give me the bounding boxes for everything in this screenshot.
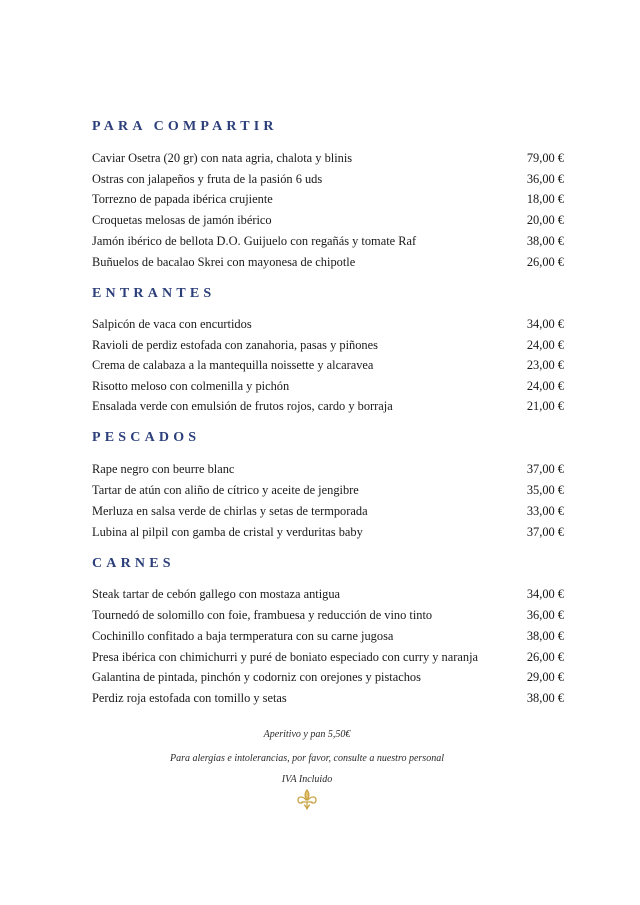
menu-item [92,317,564,332]
menu-item-price: 29,00 € [526,670,564,684]
menu-item [92,358,564,373]
menu-item-price: 34,00 € [526,587,564,601]
menu-item [92,234,564,249]
menu-item [92,338,564,353]
menu-item [92,525,564,540]
menu-item-price: 38,00 € [526,234,564,248]
menu-item [92,192,564,207]
menu-item-name: Crema de calabaza a la mantequilla noissette y alcaravea [92,358,374,372]
menu-item-price: 26,00 € [526,650,564,664]
menu-item-name: Presa ibérica con chimichurri y puré de boniato especiado con curry y naranja [92,650,479,664]
menu-item [92,670,564,685]
menu-item [92,213,564,228]
menu-item-price: 23,00 € [526,358,564,372]
menu-item-price: 24,00 € [526,379,564,393]
vat-note: IVA Incluido [281,774,333,785]
menu-item-name: Cochinillo confitado a baja termperatura con su carne jugosa [92,629,394,643]
menu-item-price: 18,00 € [526,192,564,206]
menu-item-name: Perdiz roja estofada con tomillo y setas [92,691,287,705]
menu-item [92,587,564,602]
menu-item-name: Jamón ibérico de bellota D.O. Guijuelo con regañás y tomate Raf [92,234,417,248]
menu-item-price: 38,00 € [526,691,564,705]
section-title-entrantes: ENTRANTES [92,286,216,301]
menu-item-price: 26,00 € [526,255,564,269]
section-title-para-compartir: PARA COMPARTIR [92,119,278,134]
menu-item-name: Torrezno de papada ibérica crujiente [92,192,273,206]
menu-item-name: Ensalada verde con emulsión de frutos rojos, cardo y borraja [92,399,393,413]
menu-item-price: 21,00 € [526,399,564,413]
menu-item-price: 37,00 € [526,525,564,539]
menu-item-name: Salpicón de vaca con encurtidos [92,317,252,331]
fleur-de-lis-icon [295,788,319,812]
menu-item [92,608,564,623]
menu-item-name: Risotto meloso con colmenilla y pichón [92,379,290,393]
menu-item-price: 24,00 € [526,338,564,352]
menu-item [92,399,564,414]
allergy-note: Para alergias e intolerancias, por favor, consulte a nuestro personal [170,753,444,764]
menu-item-name: Tartar de atún con aliño de cítrico y aceite de jengibre [92,483,359,497]
menu-item-price: 33,00 € [526,504,564,518]
menu-item-price: 34,00 € [526,317,564,331]
menu-item-price: 36,00 € [526,172,564,186]
menu-item-name: Lubina al pilpil con gamba de cristal y verduritas baby [92,525,363,539]
menu-item-name: Steak tartar de cebón gallego con mostaza antigua [92,587,341,601]
menu-item-name: Ravioli de perdiz estofada con zanahoria, pasas y piñones [92,338,378,352]
section-title-carnes: CARNES [92,556,175,571]
menu-item [92,504,564,519]
menu-item-name: Tournedó de solomillo con foie, frambuesa y reducción de vino tinto [92,608,433,622]
menu-item-price: 20,00 € [526,213,564,227]
menu-item-price: 79,00 € [526,151,564,165]
menu-item [92,483,564,498]
menu-item-price: 36,00 € [526,608,564,622]
menu-item-name: Galantina de pintada, pinchón y codorniz con orejones y pistachos [92,670,421,684]
menu-item [92,255,564,270]
menu-item [92,650,564,665]
menu-item-name: Caviar Osetra (20 gr) con nata agria, chalota y blinis [92,151,353,165]
aperitivo-note: Aperitivo y pan 5,50€ [263,729,351,740]
menu-item-price: 35,00 € [526,483,564,497]
menu-item-name: Ostras con jalapeños y fruta de la pasión 6 uds [92,172,323,186]
menu-item [92,379,564,394]
menu-item [92,462,564,477]
menu-item-name: Rape negro con beurre blanc [92,462,235,476]
menu-item-name: Merluza en salsa verde de chirlas y setas de termporada [92,504,368,518]
menu-item [92,151,564,166]
menu-item [92,691,564,706]
menu-item-name: Buñuelos de bacalao Skrei con mayonesa de chipotle [92,255,356,269]
menu-item [92,629,564,644]
menu-item-price: 37,00 € [526,462,564,476]
section-title-pescados: PESCADOS [92,430,201,445]
menu-item-price: 38,00 € [526,629,564,643]
menu-item-name: Croquetas melosas de jamón ibérico [92,213,272,227]
menu-item [92,172,564,187]
